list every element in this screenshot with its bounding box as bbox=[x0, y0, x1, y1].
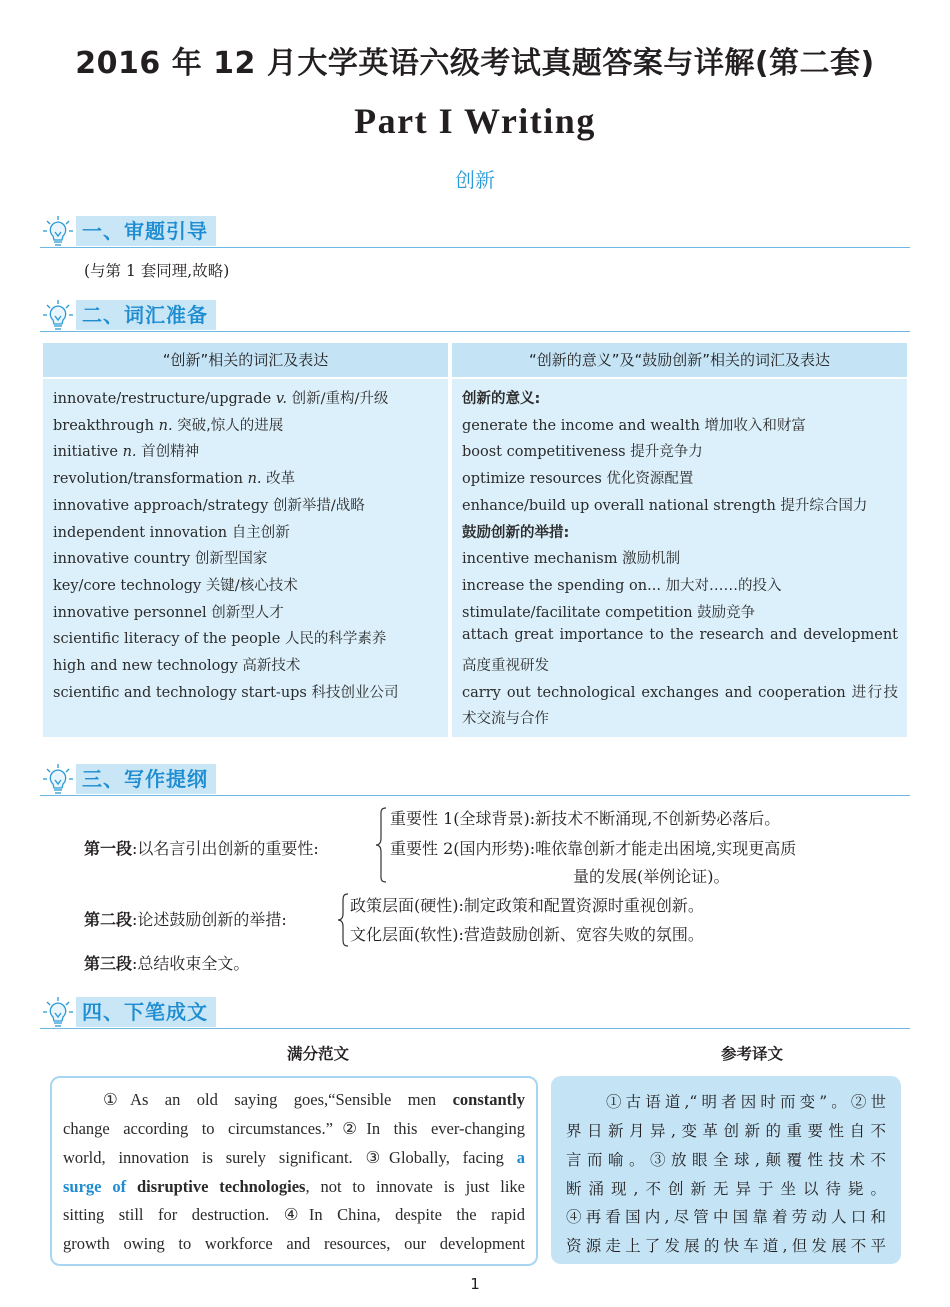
outline-point-2a: 政策层面(硬性):制定政策和配置资源时重视创新。 bbox=[350, 896, 704, 915]
essay-highlight: a bbox=[516, 1148, 525, 1167]
vocab-chinese: 高度重视研发 bbox=[462, 658, 549, 674]
vocab-pos: n. bbox=[158, 417, 173, 434]
lightbulb-icon bbox=[42, 298, 74, 332]
table-header-left: “创新”相关的词汇及表达 bbox=[43, 343, 448, 377]
essay-line bbox=[63, 1090, 525, 1110]
outline-para-3 bbox=[84, 951, 249, 974]
vocab-item bbox=[462, 440, 703, 461]
vocab-item bbox=[53, 574, 298, 595]
vocab-item bbox=[53, 387, 388, 408]
brace-icon bbox=[336, 892, 350, 948]
vocab-subheading: 创新的意义: bbox=[462, 391, 541, 407]
essay-line bbox=[63, 1177, 525, 1197]
vocab-english: incentive mechanism bbox=[462, 551, 623, 568]
section-label: 三、写作提纲 bbox=[76, 764, 216, 794]
vocab-item bbox=[53, 654, 300, 675]
vocab-item bbox=[53, 440, 199, 461]
document-title: 2016 年 12 月大学英语六级考试真题答案与详解(第二套) bbox=[75, 46, 875, 81]
vocab-english: innovative personnel bbox=[53, 604, 212, 621]
essay-highlight: disruptive technologies bbox=[126, 1177, 306, 1196]
vocab-chinese: 科技创业公司 bbox=[311, 684, 399, 701]
vocab-item bbox=[53, 601, 284, 622]
vocab-english: increase the spending on... bbox=[462, 577, 666, 594]
vocab-item bbox=[462, 681, 898, 702]
essay-line: growth owing to workforce and resources, our development bbox=[63, 1234, 525, 1253]
section-header-2 bbox=[40, 298, 910, 334]
vocab-chinese: 创新/重构/升级 bbox=[286, 391, 389, 407]
vocab-chinese: 改革 bbox=[261, 471, 296, 488]
vocab-pos: n. bbox=[122, 444, 137, 461]
outline-para-1 bbox=[84, 836, 319, 859]
translation-line: 资源走上了发展的快车道,但发展不平 bbox=[566, 1237, 886, 1255]
vocab-item bbox=[462, 494, 867, 515]
essay-line: change according to circumstances.”②In this ever-changing bbox=[63, 1119, 525, 1138]
lightbulb-icon bbox=[42, 214, 74, 248]
vocab-english: enhance/build up overall national strength bbox=[462, 497, 781, 514]
vocab-english: revolution/transformation bbox=[53, 471, 248, 488]
vocabulary-table bbox=[43, 343, 907, 737]
page-number: 1 bbox=[470, 1275, 480, 1293]
vocab-english: carry out technological exchanges and cooperation bbox=[462, 684, 852, 701]
vocab-english: innovate/restructure/upgrade bbox=[53, 391, 276, 407]
essay-highlight: surge of bbox=[63, 1177, 127, 1196]
vocab-english: scientific and technology start-ups bbox=[53, 684, 312, 701]
model-essay-heading: 满分范文 bbox=[286, 1045, 349, 1063]
outline-point-1c: 量的发展(举例论证)。 bbox=[573, 867, 730, 886]
translation-line: 言而喻。③放眼全球,颠覆性技术不 bbox=[566, 1151, 886, 1169]
section-rule bbox=[40, 247, 910, 248]
topic-title: 创新 bbox=[455, 168, 495, 192]
vocab-subheading: 鼓励创新的举措: bbox=[462, 524, 570, 541]
vocab-english: breakthrough bbox=[53, 417, 159, 434]
essay-line bbox=[63, 1148, 525, 1168]
outline-point-2b: 文化层面(软性):营造鼓励创新、宽容失败的氛围。 bbox=[350, 925, 704, 944]
vocab-item bbox=[53, 627, 386, 648]
vocab-chinese: 高新技术 bbox=[242, 658, 301, 674]
section-header-1 bbox=[40, 214, 910, 250]
vocab-chinese: 自主创新 bbox=[231, 524, 290, 541]
essay-line: sitting still for destruction. ④In China, despite the rapid bbox=[63, 1205, 525, 1224]
vocab-chinese: 关键/核心技术 bbox=[205, 577, 298, 594]
para-label: 第二段 bbox=[84, 910, 133, 929]
essay-highlight: constantly bbox=[452, 1090, 525, 1109]
vocab-english: innovative country bbox=[53, 551, 195, 568]
lightbulb-icon bbox=[42, 762, 74, 796]
vocab-chinese: 进行技 bbox=[851, 684, 898, 701]
vocab-english: initiative bbox=[53, 444, 123, 461]
section-header-4 bbox=[40, 995, 910, 1031]
essay-text: , not to innovate is just like bbox=[305, 1177, 525, 1196]
vocab-chinese: 术交流与合作 bbox=[462, 711, 549, 728]
vocab-pos: n. bbox=[247, 471, 262, 488]
section-rule bbox=[40, 331, 910, 332]
vocab-item bbox=[53, 547, 267, 568]
vocab-item bbox=[462, 627, 898, 643]
section-header-3 bbox=[40, 762, 910, 798]
vocab-chinese: 人民的科学素养 bbox=[284, 631, 387, 648]
section-label: 二、词汇准备 bbox=[76, 300, 216, 330]
vocab-english: boost competitiveness bbox=[462, 444, 631, 461]
outline-point-1a: 重要性 1(全球背景):新技术不断涌现,不创新势必落后。 bbox=[390, 809, 781, 828]
vocab-chinese: 突破,惊人的进展 bbox=[172, 417, 284, 434]
vocab-item bbox=[462, 601, 755, 622]
vocab-english: generate the income and wealth bbox=[462, 417, 705, 434]
vocab-english: attach great importance to the research and development bbox=[462, 627, 898, 644]
vocab-item bbox=[462, 574, 782, 595]
vocab-chinese: 创新型国家 bbox=[194, 551, 268, 568]
vocab-chinese: 加大对……的投入 bbox=[665, 577, 782, 594]
vocab-chinese: 创新举措/战略 bbox=[272, 497, 365, 514]
translation-line: ①古语道,“明者因时而变”。②世 bbox=[606, 1093, 886, 1111]
part-title: Part I Writing bbox=[354, 101, 596, 141]
vocab-item bbox=[462, 707, 549, 728]
translation-line: ④再看国内,尽管中国靠着劳动人口和 bbox=[566, 1208, 886, 1226]
vocab-item bbox=[53, 414, 283, 435]
outline-point-1b: 重要性 2(国内形势):唯依靠创新才能走出困境,实现更高质 bbox=[390, 839, 797, 858]
vocab-item bbox=[462, 654, 549, 675]
translation-line: 界日新月异,变革创新的重要性自不 bbox=[566, 1122, 886, 1140]
vocab-item bbox=[53, 494, 365, 515]
vocab-item bbox=[53, 681, 399, 702]
vocab-chinese: 首创精神 bbox=[136, 444, 200, 461]
vocab-english: stimulate/facilitate competition bbox=[462, 604, 698, 621]
section-rule bbox=[40, 1028, 910, 1029]
vocab-pos: v. bbox=[275, 391, 287, 407]
table-header-right: “创新的意义”及“鼓励创新”相关的词汇及表达 bbox=[452, 343, 907, 377]
section-label: 四、下笔成文 bbox=[76, 997, 216, 1027]
section-label: 一、审题引导 bbox=[76, 216, 216, 246]
vocab-chinese: 鼓励竞争 bbox=[697, 604, 756, 621]
vocab-item bbox=[462, 414, 806, 435]
para-label: 第三段 bbox=[84, 954, 133, 973]
para-label: 第一段 bbox=[84, 839, 133, 858]
vocab-english: scientific literacy of the people bbox=[53, 631, 285, 648]
vocab-english: key/core technology bbox=[53, 577, 206, 594]
translation-line: 断涌现,不创新无异于坐以待毙。 bbox=[566, 1180, 886, 1198]
brace-icon bbox=[374, 806, 388, 884]
vocab-chinese: 增加收入和财富 bbox=[704, 417, 806, 434]
vocab-english: independent innovation bbox=[53, 524, 232, 541]
vocab-english: high and new technology bbox=[53, 658, 243, 674]
section-rule bbox=[40, 795, 910, 796]
vocab-chinese: 创新型人才 bbox=[211, 604, 284, 621]
vocab-chinese: 优化资源配置 bbox=[606, 471, 694, 488]
section-1-note: (与第 1 套同理,故略) bbox=[84, 262, 230, 280]
vocab-chinese: 提升竞争力 bbox=[630, 444, 703, 461]
para-text: :总结收束全文。 bbox=[132, 954, 250, 973]
vocab-chinese: 提升综合国力 bbox=[780, 497, 868, 514]
para-text: :以名言引出创新的重要性: bbox=[132, 839, 319, 858]
vocab-chinese: 激励机制 bbox=[622, 551, 681, 568]
para-text: :论述鼓励创新的举措: bbox=[132, 910, 287, 929]
essay-text: world, innovation is surely significant. ③Globally, facing bbox=[63, 1148, 517, 1167]
lightbulb-icon bbox=[42, 995, 74, 1029]
vocab-item bbox=[53, 521, 290, 542]
vocab-english: optimize resources bbox=[462, 471, 607, 488]
vocab-english: innovative approach/strategy bbox=[53, 497, 273, 514]
translation-heading: 参考译文 bbox=[720, 1045, 783, 1063]
essay-text: ①As an old saying goes,“Sensible men bbox=[103, 1090, 453, 1109]
vocab-item bbox=[462, 547, 680, 568]
vocab-item bbox=[53, 467, 295, 488]
vocab-item bbox=[462, 467, 693, 488]
outline-para-2 bbox=[84, 907, 287, 930]
